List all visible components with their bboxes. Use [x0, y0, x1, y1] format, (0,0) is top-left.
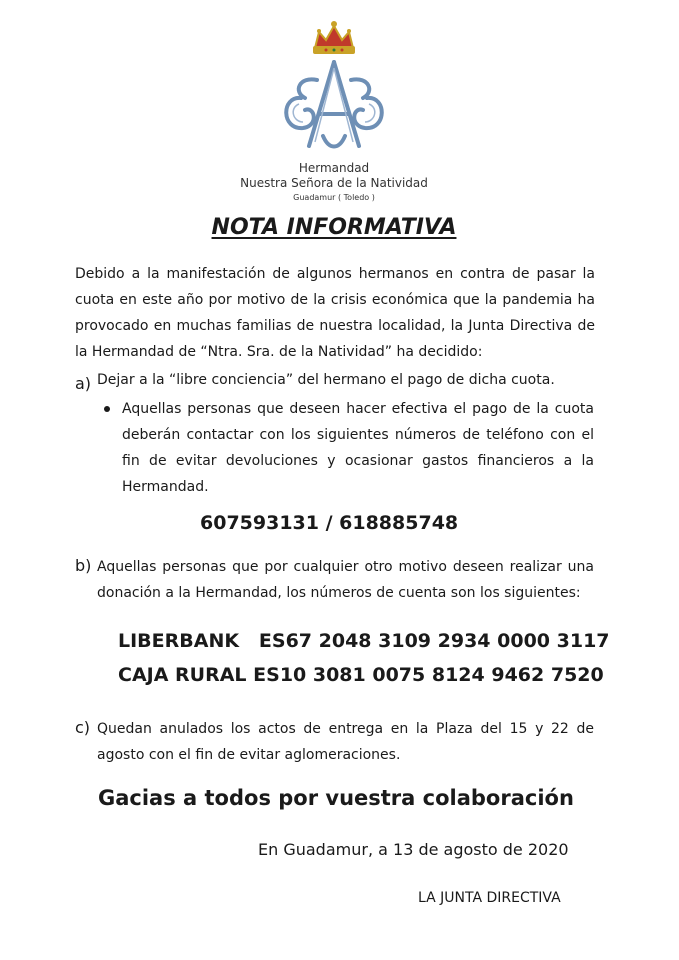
thanks-line: Gacias a todos por vuestra colaboración [98, 786, 574, 810]
item-c-letter: c) [75, 718, 91, 737]
item-b-text: Aquellas personas que por cualquier otro motivo deseen realizar una donación a la Hermandad, los números de cuenta son los siguientes: [97, 559, 594, 601]
signature: LA JUNTA DIRECTIVA [418, 890, 561, 906]
item-a-letter: a) [75, 374, 92, 393]
item-a-text: Dejar a la “libre conciencia” del hermano el pago de dicha cuota. [97, 372, 555, 388]
bank-account-liberbank: LIBERBANK ES67 2048 3109 2934 0000 3117 [118, 630, 610, 652]
bullet-dot-icon [104, 406, 110, 412]
item-a-bullet-text: Aquellas personas que deseen hacer efectiva el pago de la cuota deberán contactar con los siguientes números de teléfono con el fin de evitar devoluciones y ocasionar gastos financieros a la Hermandad. [122, 401, 594, 495]
org-location: Guadamur ( Toledo ) [293, 193, 375, 202]
phone-numbers: 607593131 / 618885748 [200, 512, 459, 534]
page-title: NOTA INFORMATIVA [211, 215, 457, 240]
org-subtitle: Nuestra Señora de la Natividad [240, 176, 428, 190]
item-c-text: Quedan anulados los actos de entrega en la Plaza del 15 y 22 de agosto con el fin de evitar aglomeraciones. [97, 721, 594, 763]
crown-icon [313, 21, 355, 54]
monogram-icon [286, 62, 382, 147]
org-name: Hermandad [298, 161, 370, 175]
intro-paragraph: Debido a la manifestación de algunos hermanos en contra de pasar la cuota en este año por motivo de la crisis económica que la pandemia ha provocado en muchas familias de nuestra localidad, la Junta Directiva de la Hermandad de “Ntra. Sra. de la Natividad” ha decidido: [75, 266, 595, 360]
date-line: En Guadamur, a 13 de agosto de 2020 [258, 840, 569, 859]
item-b-letter: b) [75, 556, 92, 575]
crowned-monogram-icon [279, 18, 389, 156]
bank-account-caja-rural: CAJA RURAL ES10 3081 0075 8124 9462 7520 [118, 664, 604, 686]
